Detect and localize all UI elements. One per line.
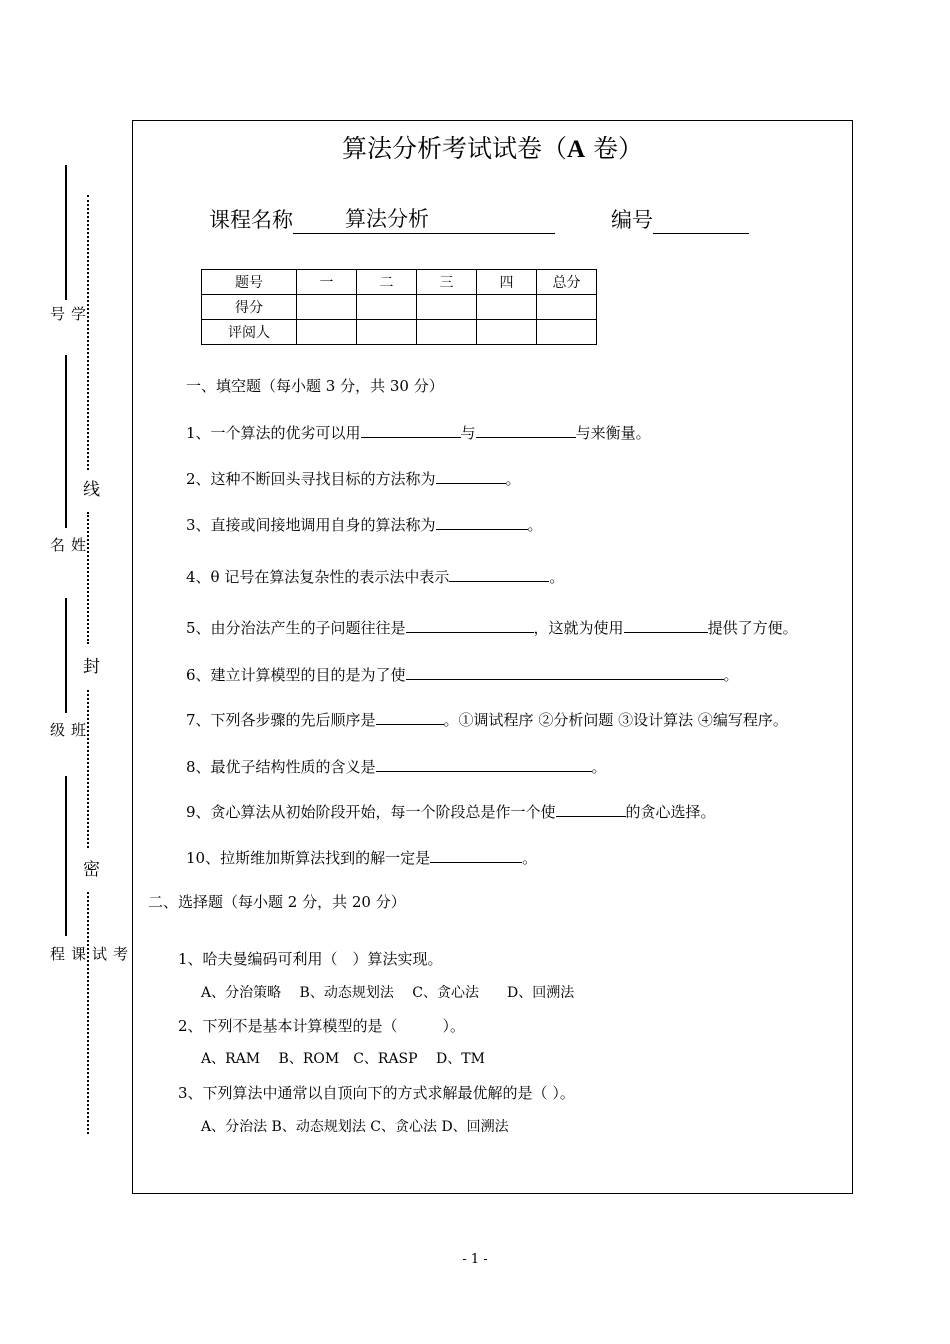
seal-dotted-line [87, 195, 89, 470]
course-row [209, 203, 555, 234]
question-text: 3、直接或间接地调用自身的算法称为 [186, 516, 436, 534]
table-header-cell: 三 [417, 270, 477, 295]
question-6 [186, 664, 739, 685]
score-cell[interactable] [417, 295, 477, 320]
side-label-course: 考试课程 [48, 946, 129, 962]
section-fill-blank-heading: 一、填空题（每小题 3 分，共 30 分） [186, 377, 444, 395]
choice-question-3: 3、下列算法中通常以自顶向下的方式求解最优解的是（ ）。 [178, 1084, 575, 1102]
number-field[interactable] [653, 203, 749, 234]
question-text: 。①调试程序 ②分析问题 ③设计算法 ④编写程序。 [443, 711, 788, 729]
score-table [201, 269, 597, 345]
seal-char-secret: 密 [83, 860, 100, 880]
question-10 [186, 847, 537, 868]
question-9 [186, 801, 716, 822]
binding-line [65, 165, 67, 300]
score-cell[interactable] [477, 295, 537, 320]
choice-options-3: A、分治法 B、动态规划法 C、贪心法 D、回溯法 [201, 1119, 509, 1135]
question-text: 提供了方便。 [707, 619, 798, 637]
table-header-cell: 四 [477, 270, 537, 295]
choice-question-1: 1、哈夫曼编码可利用（ ）算法实现。 [178, 950, 443, 968]
answer-blank[interactable] [624, 617, 708, 633]
section-choice-heading: 二、选择题（每小题 2 分，共 20 分） [148, 893, 406, 911]
question-text: 10、拉斯维加斯算法找到的解一定是 [186, 849, 431, 867]
course-label: 课程名称 [209, 208, 293, 232]
choice-question-2: 2、下列不是基本计算模型的是（ ）。 [178, 1017, 466, 1035]
number-label: 编号 [611, 208, 653, 232]
side-label-student-id: 学号 [48, 306, 87, 322]
question-text: 。 [527, 516, 543, 534]
table-header-cell: 总分 [537, 270, 597, 295]
page-number: - 1 - [462, 1252, 488, 1267]
score-cell[interactable] [297, 295, 357, 320]
question-text: 与 [460, 424, 476, 442]
question-8 [186, 756, 607, 777]
binding-line [65, 776, 67, 936]
answer-blank[interactable] [436, 514, 528, 530]
question-2 [186, 468, 521, 489]
answer-blank[interactable] [556, 801, 626, 817]
seal-dotted-line [87, 512, 89, 644]
choice-options-1: A、分治策略 B、动态规划法 C、贪心法 D、回溯法 [201, 985, 575, 1001]
reviewer-cell[interactable] [477, 320, 537, 345]
binding-line [65, 355, 67, 528]
question-text: 与来衡量。 [575, 424, 651, 442]
question-text: 6、建立计算模型的目的是为了使 [186, 666, 406, 684]
question-5 [186, 617, 798, 638]
question-text: ，这就为使用 [533, 619, 624, 637]
question-text: 。 [522, 849, 538, 867]
table-row [202, 270, 597, 295]
seal-char-seal: 封 [83, 657, 100, 677]
question-text: 1、一个算法的优劣可以用 [186, 424, 361, 442]
answer-blank[interactable] [449, 566, 549, 582]
seal-dotted-line [87, 892, 89, 1134]
question-text: 。 [591, 758, 607, 776]
reviewer-cell[interactable] [537, 320, 597, 345]
question-text: 的贪心选择。 [625, 803, 716, 821]
question-text: 。 [549, 568, 565, 586]
answer-blank[interactable] [376, 756, 592, 772]
binding-line [65, 598, 67, 713]
table-header-cell: 题号 [202, 270, 297, 295]
question-text: 4、θ 记号在算法复杂性的表示法中表示 [186, 568, 450, 586]
answer-blank[interactable] [406, 664, 724, 680]
table-header-cell: 二 [357, 270, 417, 295]
question-7 [186, 709, 788, 730]
exam-title: 算法分析考试试卷（A 卷） [341, 134, 644, 163]
reviewer-cell[interactable] [417, 320, 477, 345]
course-name-value: 算法分析 [345, 207, 429, 231]
question-text: 8、最优子结构性质的含义是 [186, 758, 376, 776]
number-row [611, 203, 749, 234]
answer-blank[interactable] [406, 617, 534, 633]
score-cell[interactable] [357, 295, 417, 320]
answer-blank[interactable] [361, 422, 461, 438]
table-header-cell: 一 [297, 270, 357, 295]
course-name-field[interactable] [293, 203, 555, 234]
answer-blank[interactable] [376, 709, 444, 725]
question-1 [186, 422, 651, 443]
question-text: 2、这种不断回头寻找目标的方法称为 [186, 470, 436, 488]
reviewer-cell[interactable] [357, 320, 417, 345]
seal-char-line: 线 [83, 480, 100, 500]
table-cell: 得分 [202, 295, 297, 320]
answer-blank[interactable] [476, 422, 576, 438]
reviewer-cell[interactable] [297, 320, 357, 345]
answer-blank[interactable] [436, 468, 506, 484]
question-3 [186, 514, 543, 535]
question-text: 5、由分治法产生的子问题往往是 [186, 619, 406, 637]
exam-frame [132, 120, 853, 1194]
table-row [202, 320, 597, 345]
seal-dotted-line [87, 690, 89, 848]
question-text: 7、下列各步骤的先后顺序是 [186, 711, 376, 729]
side-label-name: 姓名 [48, 537, 87, 553]
score-cell[interactable] [537, 295, 597, 320]
answer-blank[interactable] [430, 847, 522, 863]
side-label-class: 班级 [48, 722, 87, 738]
question-text: 。 [723, 666, 739, 684]
table-row [202, 295, 597, 320]
question-text: 。 [505, 470, 521, 488]
table-cell: 评阅人 [202, 320, 297, 345]
question-text: 9、贪心算法从初始阶段开始，每一个阶段总是作一个使 [186, 803, 556, 821]
choice-options-2: A、RAM B、ROM C、RASP D、TM [201, 1051, 485, 1067]
question-4 [186, 566, 564, 587]
